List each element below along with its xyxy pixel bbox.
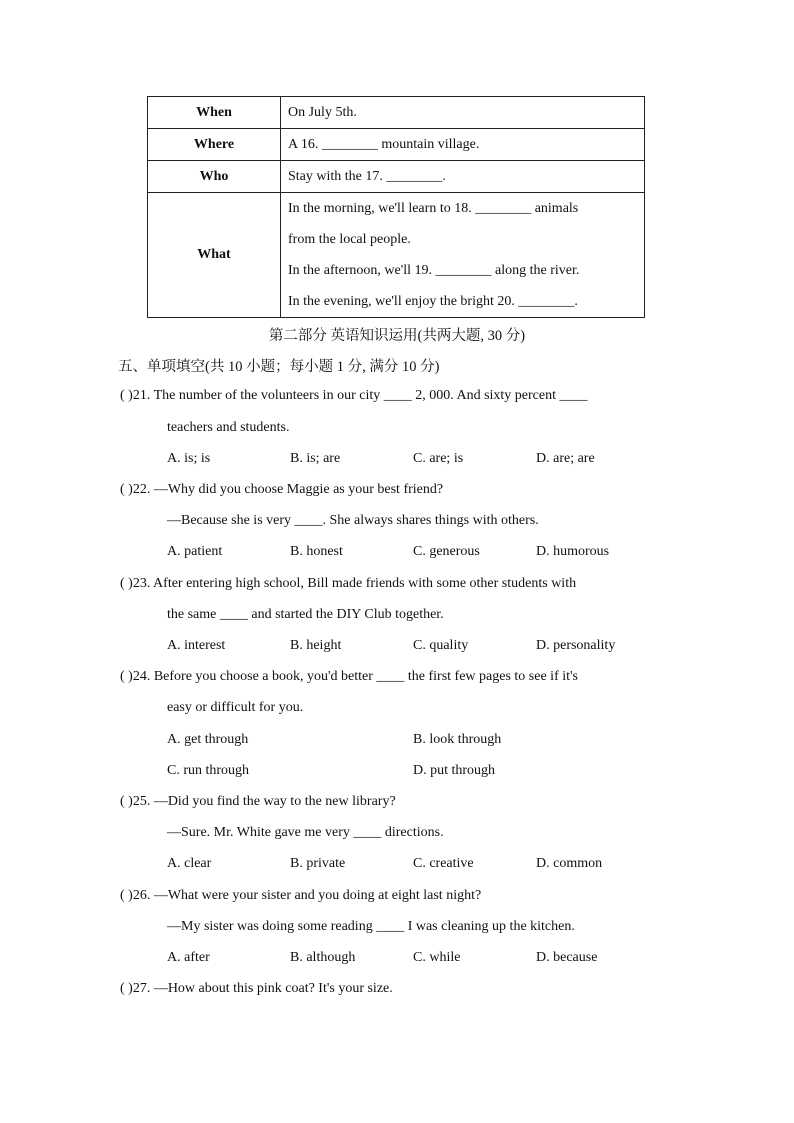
question-25-option-d: D. common <box>536 856 603 871</box>
question-21-continuation: teachers and students. <box>167 420 290 435</box>
question-21-option-a: A. is; is <box>167 451 211 466</box>
question-23-continuation: the same ____ and started the DIY Club together. <box>167 607 444 622</box>
table-value-when: On July 5th. <box>281 97 645 129</box>
question-27-stem: ( )27. —How about this pink coat? It's your size. <box>120 981 393 996</box>
table-row-what <box>148 193 645 318</box>
table-key-who: Who <box>148 161 281 193</box>
question-22-option-b: B. honest <box>290 544 343 559</box>
table-key-when: When <box>148 97 281 129</box>
question-25-option-c: C. creative <box>413 856 474 871</box>
question-26-stem: ( )26. —What were your sister and you doing at eight last night? <box>120 888 482 903</box>
question-23-stem: ( )23. After entering high school, Bill made friends with some other students with <box>120 576 577 591</box>
question-26-option-a: A. after <box>167 950 210 965</box>
question-24-option-a: A. get through <box>167 732 249 747</box>
question-26-option-b: B. although <box>290 950 356 965</box>
question-22-option-a: A. patient <box>167 544 223 559</box>
question-25-option-a: A. clear <box>167 856 212 871</box>
question-24-option-d: D. put through <box>413 763 496 778</box>
info-table <box>147 96 645 318</box>
question-21-option-c: C. are; is <box>413 451 464 466</box>
table-value-who: Stay with the 17. ________. <box>281 161 645 193</box>
question-26-option-d: D. because <box>536 950 598 965</box>
question-25-stem: ( )25. —Did you find the way to the new library? <box>120 794 396 809</box>
table-value-where: A 16. ________ mountain village. <box>281 129 645 161</box>
question-21-option-d: D. are; are <box>536 451 595 466</box>
question-24-option-c: C. run through <box>167 763 250 778</box>
table-key-what: What <box>148 193 281 318</box>
what-line: In the evening, we'll enjoy the bright 20. ________. <box>288 294 578 309</box>
question-21-option-b: B. is; are <box>290 451 341 466</box>
question-26-continuation: —My sister was doing some reading ____ I was cleaning up the kitchen. <box>167 919 575 934</box>
question-22-stem: ( )22. —Why did you choose Maggie as your best friend? <box>120 482 444 497</box>
question-24-option-b: B. look through <box>413 732 502 747</box>
question-23-option-c: C. quality <box>413 638 469 653</box>
question-24-continuation: easy or difficult for you. <box>167 700 304 715</box>
question-23-option-b: B. height <box>290 638 342 653</box>
part-title: 五、单项填空(共 10 小题；每小题 1 分, 满分 10 分) <box>118 359 440 375</box>
question-26-option-c: C. while <box>413 950 461 965</box>
question-22-option-c: C. generous <box>413 544 480 559</box>
question-24-stem: ( )24. Before you choose a book, you'd better ____ the first few pages to see if it's <box>120 669 578 684</box>
table-value-what <box>281 193 645 318</box>
what-line: In the morning, we'll learn to 18. ________ animals <box>288 201 579 216</box>
question-21-stem: ( )21. The number of the volunteers in our city ____ 2, 000. And sixty percent ____ <box>120 388 588 403</box>
question-22-option-d: D. humorous <box>536 544 610 559</box>
question-22-continuation: —Because she is very ____. She always shares things with others. <box>167 513 539 528</box>
table-key-where: Where <box>148 129 281 161</box>
table-row-where <box>148 129 645 161</box>
question-23-option-a: A. interest <box>167 638 226 653</box>
question-25-continuation: —Sure. Mr. White gave me very ____ directions. <box>167 825 444 840</box>
what-line: from the local people. <box>288 232 411 247</box>
section-title: 第二部分 英语知识运用(共两大题, 30 分) <box>268 328 526 344</box>
table-row-who <box>148 161 645 193</box>
question-25-option-b: B. private <box>290 856 346 871</box>
table-row-when <box>148 97 645 129</box>
what-line: In the afternoon, we'll 19. ________ along the river. <box>288 263 580 278</box>
question-23-option-d: D. personality <box>536 638 616 653</box>
